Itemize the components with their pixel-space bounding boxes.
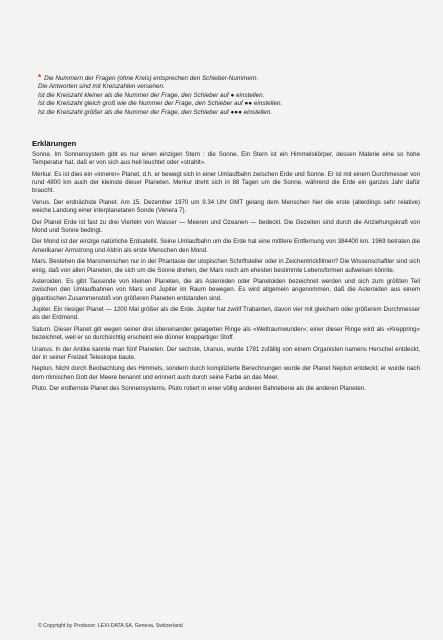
entry-asteroiden xyxy=(32,278,420,303)
instructions-block xyxy=(38,74,418,117)
instruction-line: Ist die Kreiszahl gleich groß wie die Nummer der Frage, den Schieber auf ●● einstellen. xyxy=(38,100,283,108)
entry-text: Der erdnächste Planet. Am 15. Dezember 1970 um 9.34 Uhr GMT gelang dem Menschen hier die erste (allerdings sehr relative) weiche Landung einer interplanetaren Sonde (Venera 7). xyxy=(32,198,420,215)
entry-neptun xyxy=(32,365,420,382)
entry-erde xyxy=(32,219,420,236)
entry-term: Sonne. xyxy=(32,151,52,158)
entry-term: Neptun. xyxy=(32,365,54,373)
copyright-notice: © Copyright by Producer: LEXI-DATA SA, Geneva, Switzerland xyxy=(38,623,183,629)
entry-text: Im Sonnensystem gibt es nur einen einzigen Stern : die Sonne. Ein Stern ist ein Himmelskörper, dessen Materie eine so hohe Temperatur hat, daß er von sich aus hell leuchtet oder «strahlt». xyxy=(32,151,420,167)
instruction-line: Ist die Kreiszahl größer als die Nummer der Frage, den Schieber auf ●●● einstellen. xyxy=(38,108,273,116)
entry-term: Mars. xyxy=(32,258,48,266)
entry-venus xyxy=(32,199,420,216)
entry-term: Pluto. xyxy=(32,385,48,393)
instruction-line: Die Antworten sind mit Kreiszahlen versehen. xyxy=(38,83,165,91)
entry-term: Merkur. xyxy=(32,170,53,178)
entry-term: Venus. xyxy=(32,198,51,206)
entry-text: Ein riesiger Planet — 1200 Mal größer als die Erde. Jupiter hat zwölf Trabanten, davon vier mit gleichem oder größerem Durchmesser als der Erdmond. xyxy=(32,306,420,322)
entry-text: Der Planet Erde ist fast zu drei Vierteln von Wasser — Meeren und Ozeanen — bedeckt. Die Gezeiten sind durch die Anziehungskraft von Mond und Sonne bedingt. xyxy=(32,218,420,234)
entry-sonne xyxy=(32,151,420,168)
entry-saturn xyxy=(32,326,420,343)
entry-pluto xyxy=(32,385,420,393)
entry-text: Dieser Planet gilt wegen seiner drei übereinander gelagerten Ringe als «Weltraumwunder»; einer dieser Ringe wird als «Kreppring» bezeichnet, weil er so durchsichtig erscheint wie dünner kreppartiger Stoff. xyxy=(32,325,420,342)
entry-text: Der erdfernste Planet des Sonnensystems. Pluto rotiert in einer völlig anderen Bahnebene als die anderen Planeten. xyxy=(49,385,366,393)
asterisk-icon: * xyxy=(38,73,42,82)
entry-text: Bestehen die Marsmenschen nur in der Phantasie der utopischen Schriftsteller oder in Zeichentrickfilmen? Die Wissenschaftler sind sich einig, daß von allen Planeten, die sich um die Sonne drehen, der Mars noch am ehesten bestimmte Lebensformen aufweisen könnte. xyxy=(32,258,420,274)
glossary xyxy=(32,139,420,397)
entry-text: Nicht durch Beobachtung des Himmels, sondern durch komplizierte Berechnungen wurde der Planet Neptun entdeckt; er wurde nach dem römischen Gott der Meere benannt und erinnert auch durch seine Farbe an das Meer. xyxy=(32,365,420,381)
entry-text: Der Mond ist der einzige natürliche Erdsatellit. Seine Umlaufbahn um die Erde hat eine mittlere Entfernung von 384400 km. 1969 betraten die Amerikaner Armstrong und Aldrin als erste Menschen den Mond. xyxy=(32,238,420,254)
glossary-title: Erklärungen xyxy=(32,139,77,148)
instruction-line xyxy=(38,74,418,83)
instruction-text: Die Nummern der Fragen (ohne Kreis) entsprechen den Schieber-Nummern. xyxy=(44,75,259,82)
entry-mars xyxy=(32,258,420,275)
entry-term: Saturn. xyxy=(32,325,52,333)
entry-text: In der Antike kannte man fünf Planeten. Der sechste, Uranus, wurde 1781 zufällig von einem Organisten namens Herschel entdeckt, der in seiner Freizeit Teleskope baute. xyxy=(32,345,420,361)
instruction-line: Ist die Kreiszahl kleiner als die Nummer der Frage, den Schieber auf ● einstellen. xyxy=(38,91,265,99)
entry-term: Uranus. xyxy=(32,345,54,353)
entry-jupiter xyxy=(32,306,420,323)
entry-mond xyxy=(32,238,420,255)
entry-merkur xyxy=(32,171,420,196)
entry-text: Es ist dies ein «innerer» Planet, d.h. er bewegt sich in einer Umlaufbahn zwischen Erde und Sonne. Er ist mit einem Durchmesser von rund 4800 km auch der kleinste dieser Planeten. Merkur dreht sich in 88 Tagen um die Sonne, während die Erde ein ganzes Jahr dafür braucht. xyxy=(32,170,420,195)
entry-term: Asteroiden. xyxy=(32,277,64,285)
entry-term: Jupiter. xyxy=(32,306,52,314)
entry-uranus xyxy=(32,346,420,363)
entry-text: Es gibt Tausende von kleinen Planeten, die als Asteroiden oder Planetoiden bezeichnet werden und sich zum größten Teil zwischen den Umlaufbahnen von Mars und Jupiter im Raum bewegen. Es wird allgemein angenommen, daß die Asteroiden aus einem gigantischen Zusammenstoß von größeren Planeten entstanden sind. xyxy=(32,277,420,302)
